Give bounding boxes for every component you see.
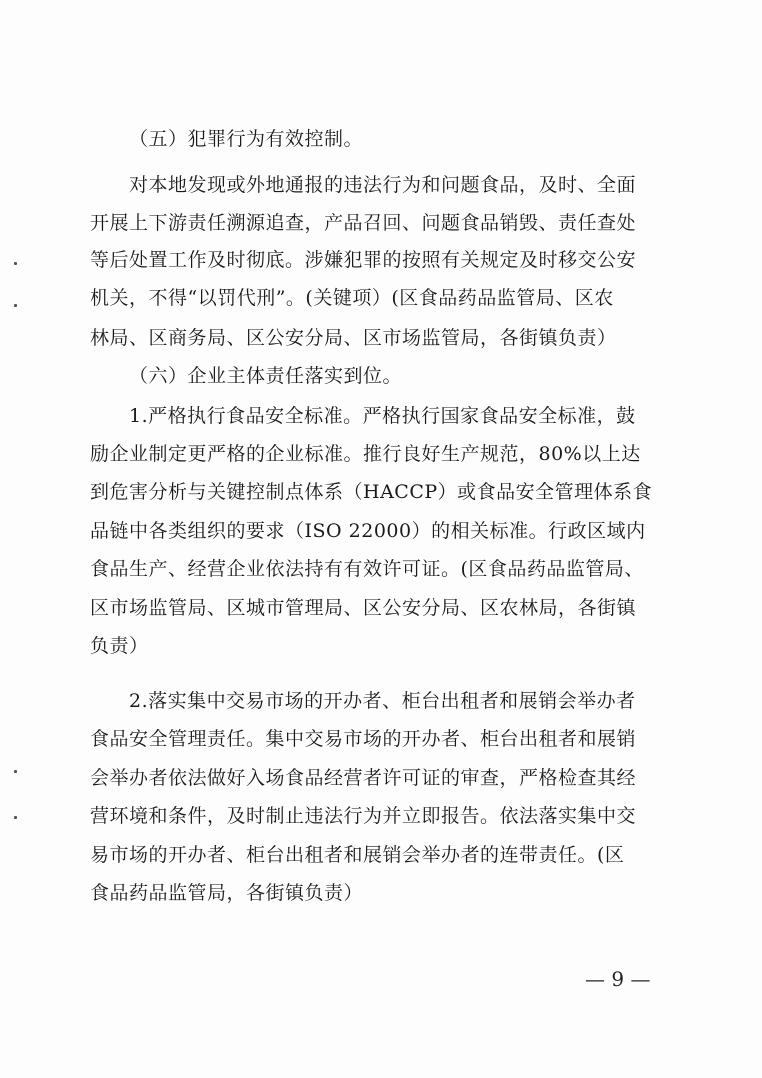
paragraph-line: 2.落实集中交易市场的开办者、柜台出租者和展销会举办者 — [129, 690, 636, 712]
page-number: — 9 — — [585, 967, 651, 991]
scan-artifact — [14, 262, 17, 265]
paragraph-line: 易市场的开办者、柜台出租者和展销会举办者的连带责任。(区 — [90, 844, 625, 866]
scan-artifact — [14, 770, 17, 773]
paragraph-line: 营环境和条件，及时制止违法行为并立即报告。依法落实集中交 — [90, 805, 637, 827]
scan-artifact — [14, 304, 17, 307]
paragraph-line: 励企业制定更严格的企业标准。推行良好生产规范，80%以上达 — [90, 443, 641, 465]
heading-section-6: （六）企业主体责任落实到位。 — [129, 365, 403, 387]
paragraph-line: 到危害分析与关键控制点体系（HACCP）或食品安全管理体系食 — [90, 481, 653, 503]
paragraph-line: 品链中各类组织的要求（ISO 22000）的相关标准。行政区域内 — [90, 520, 646, 542]
paragraph-line: 区市场监管局、区城市管理局、区公安分局、区农林局，各街镇 — [90, 597, 637, 619]
heading-section-5: （五）犯罪行为有效控制。 — [129, 128, 364, 150]
paragraph-line: 负责） — [90, 635, 149, 657]
paragraph-line: 会举办者依法做好入场食品经营者许可证的审查，严格检查其经 — [90, 767, 637, 789]
paragraph-line: 机关，不得“以罚代刑”。(关键项）(区食品药品监管局、区农 — [90, 287, 614, 309]
paragraph-line: 开展上下游责任溯源追查，产品召回、问题食品销毁、责任查处 — [90, 212, 637, 234]
paragraph-line: 等后处置工作及时彻底。涉嫌犯罪的按照有关规定及时移交公安 — [90, 249, 637, 271]
paragraph-line: 林局、区商务局、区公安分局、区市场监管局，各街镇负责） — [90, 327, 617, 349]
paragraph-line: 1.严格执行食品安全标准。严格执行国家食品安全标准，鼓 — [129, 405, 636, 427]
paragraph-line: 食品生产、经营企业依法持有有效许可证。(区食品药品监管局、 — [90, 558, 644, 580]
scan-artifact — [14, 816, 17, 819]
paragraph-line: 食品安全管理责任。集中交易市场的开办者、柜台出租者和展销 — [90, 728, 637, 750]
paragraph-line: 对本地发现或外地通报的违法行为和问题食品，及时、全面 — [129, 174, 637, 196]
paragraph-line: 食品药品监管局，各街镇负责） — [90, 882, 364, 904]
